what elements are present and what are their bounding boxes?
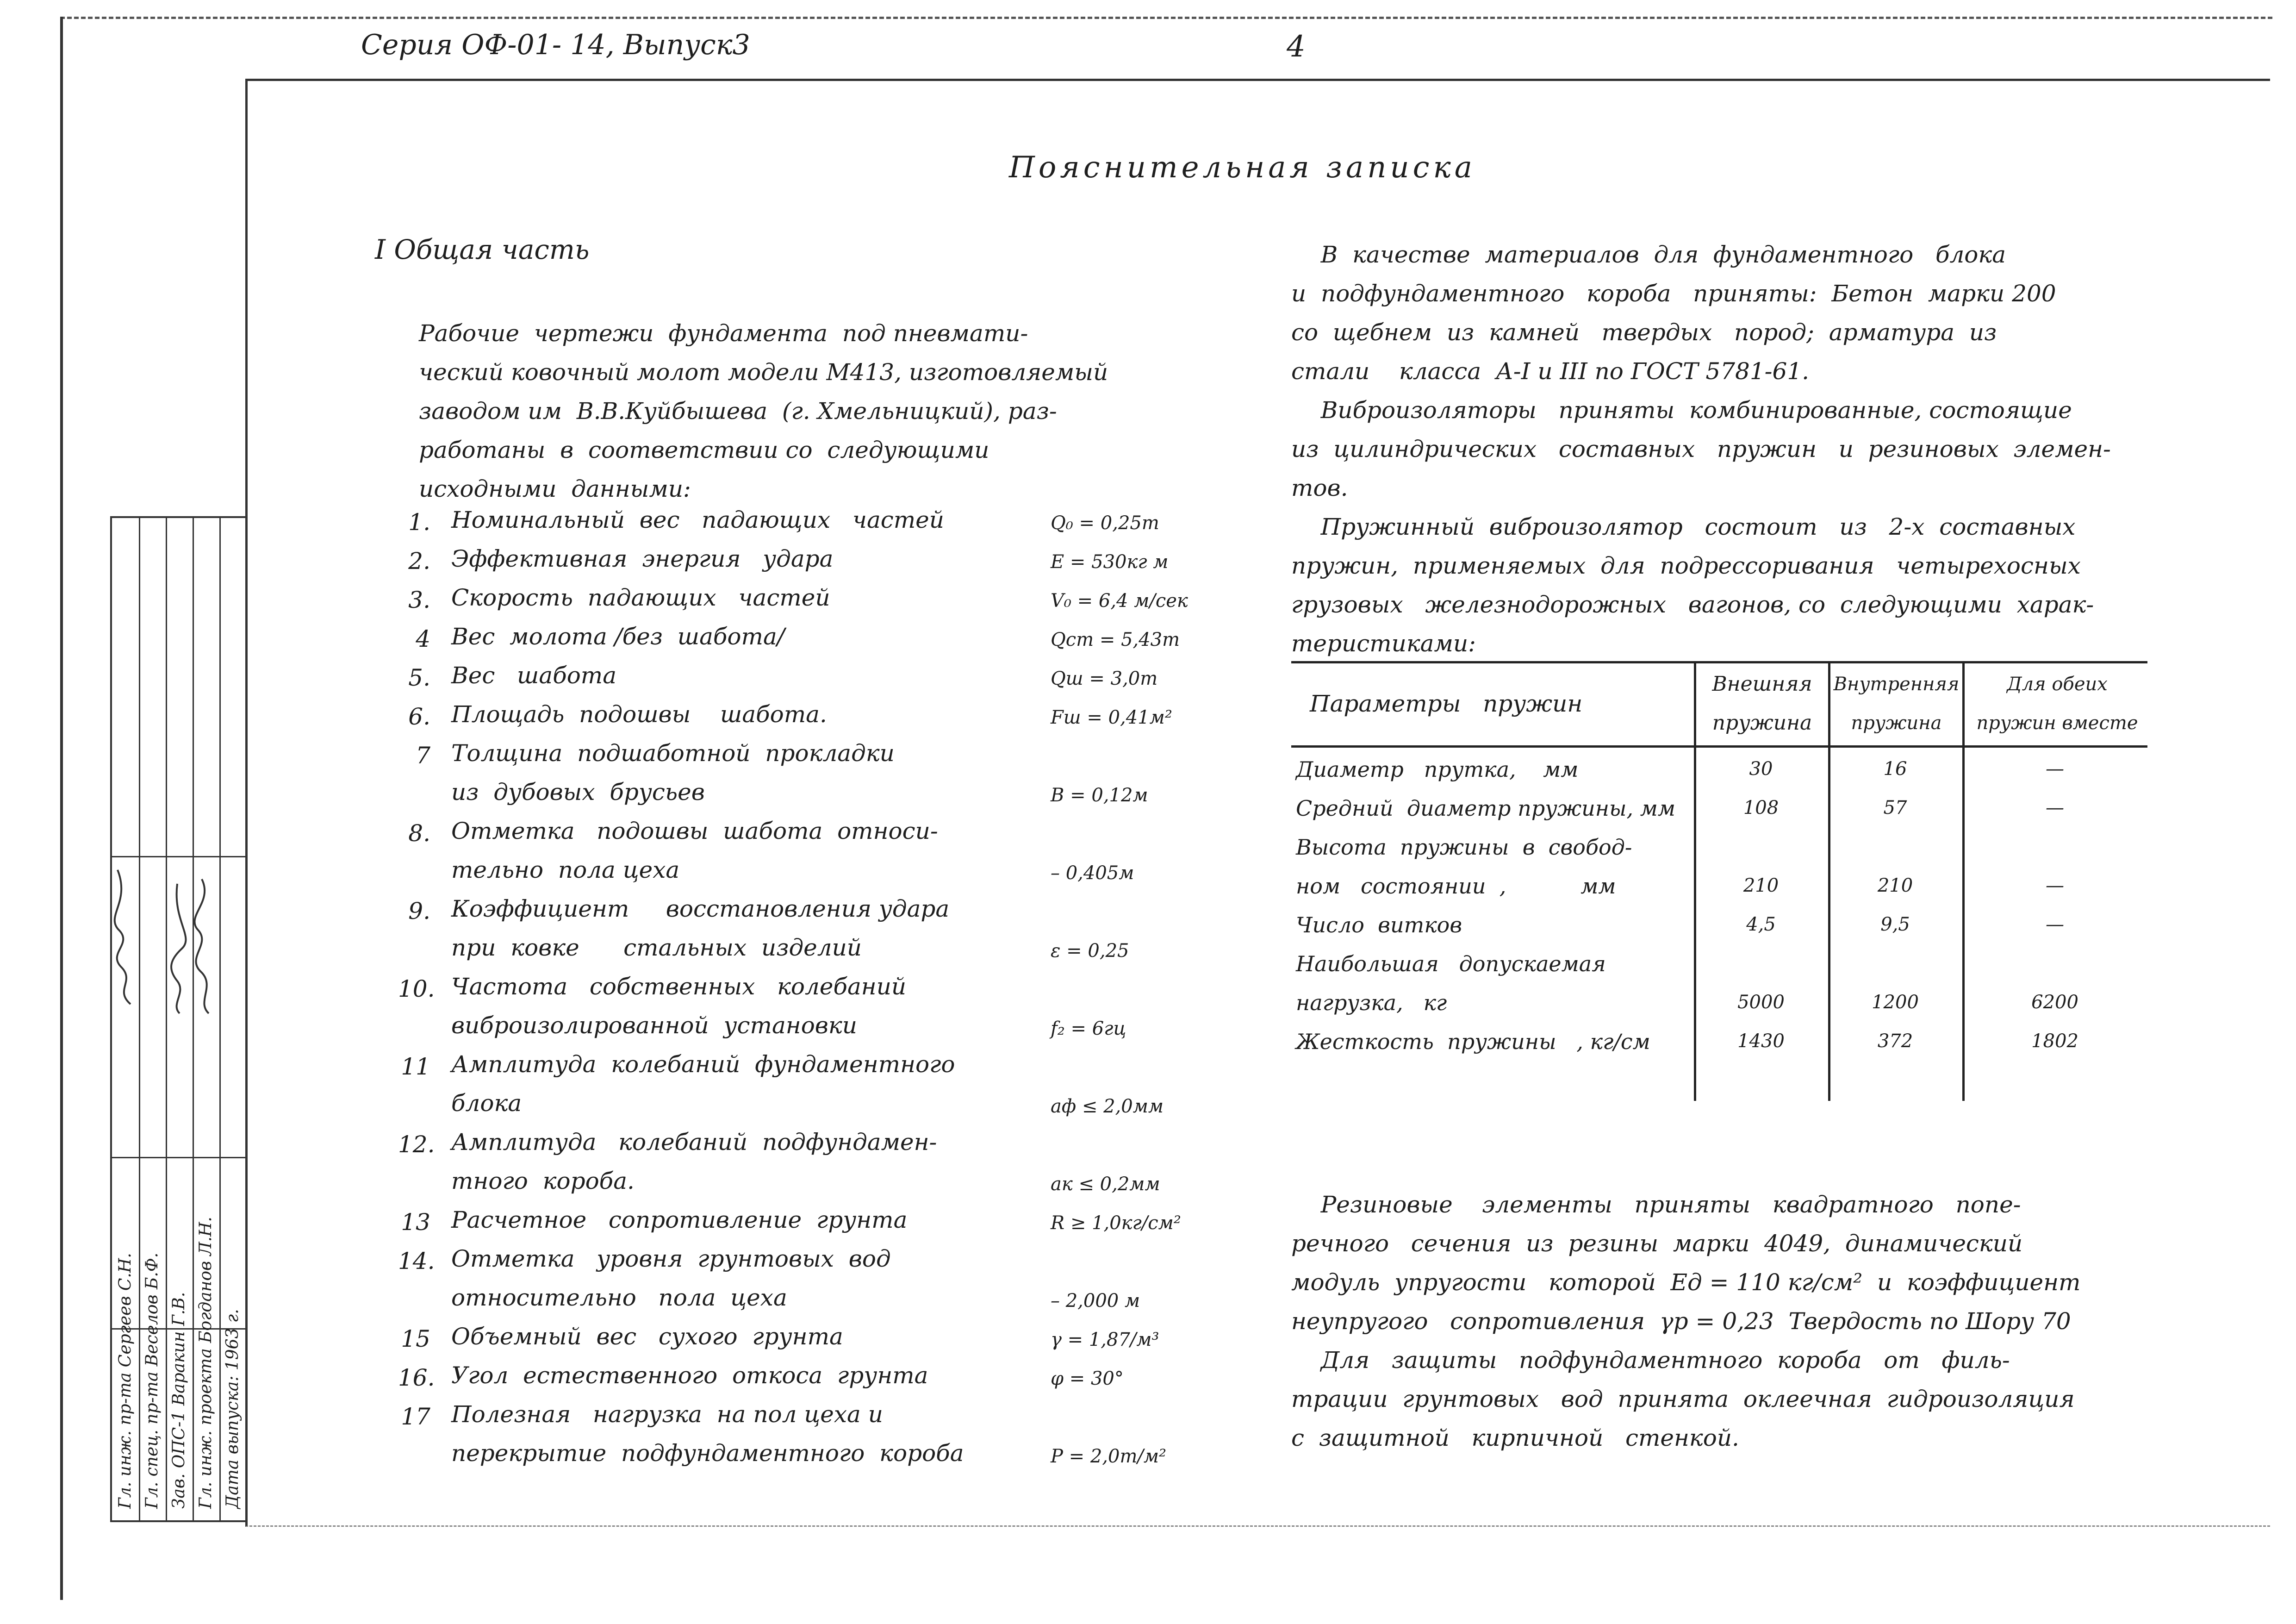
table-cell-parameter: Число витков [1296,912,1462,937]
item-value: Fш = 0,41м² [1051,707,1172,728]
item-value: – 0,405м [1051,862,1134,884]
item-value: Qш = 3,0т [1051,668,1158,689]
item-number: 5. [408,664,430,691]
table-cell-inner: 210 [1877,875,1913,896]
rubber-elements-paragraph: Резиновые элементы приняты квадратного попе- речного сечения из резины марки 4049, динамический модуль упругости которой Eд = 110 кг/см² и коэффициент неупругого сопротивления γр = 0,23 Твердость по Шору 70 Для защиты подфундаментного короба от филь- трации грунтовых вод принята оклеечная гидроизоляция с защитной кирпичной стенкой. [1291,1191,2081,1451]
table-cell-parameter: Жесткость пружины , кг/см [1296,1029,1650,1054]
item-value: Q₀ = 0,25т [1051,512,1159,534]
item-value: P = 2,0т/м² [1051,1446,1167,1467]
spring-isolator-paragraph: Пружинный виброизолятор состоит из 2-х составных пружин, применяемых для подрессоривания четырехосных грузовых железнодорожных вагонов, со следующими харак- теристиками: [1291,513,2094,657]
item-text: Полезная нагрузка на пол цеха и перекрытие подфундаментного короба [451,1401,964,1467]
item-text: Частота собственных колебаний виброизолированной установки [451,973,907,1039]
table-cell-both: — [2046,758,2064,780]
item-text: Вес шабота [451,662,617,689]
item-text: Объемный вес сухого грунта [451,1323,843,1350]
item-value: f₂ = 6гц [1051,1018,1126,1039]
stamp-entry: Дата выпуска: 1963 г. [223,1309,242,1509]
table-cell-parameter: Диаметр прутка, мм [1296,757,1579,782]
table-cell-outer: 5000 [1737,992,1785,1013]
item-number: 1. [408,509,430,536]
signature-1 [112,861,139,1009]
table-header-parameters: Параметры пружин [1310,690,1583,717]
item-value: aк ≤ 0,2мм [1051,1174,1160,1195]
table-cell-both: — [2046,797,2064,818]
table-cell-parameter: Высота пружины в свобод- ном состоянии , мм [1296,835,1632,899]
item-number: 9. [408,898,430,924]
item-text: Отметка подошвы шабота относи- тельно пола цеха [451,818,938,883]
section-title: I Общая часть [375,234,590,265]
table-cell-parameter: Средний диаметр пружины, мм [1296,796,1676,821]
item-text: Амплитуда колебаний фундаментного блока [451,1051,955,1117]
sheet-frame-left [60,17,63,1600]
table-cell-inner: 9,5 [1880,914,1910,935]
table-cell-outer: 1430 [1737,1031,1785,1052]
table-cell-inner: 1200 [1872,992,1919,1013]
item-number: 16. [398,1364,435,1391]
table-cell-both: 1802 [2031,1031,2078,1052]
item-value: V₀ = 6,4 м/сек [1051,590,1188,612]
item-number: 8. [408,820,430,847]
page-number: 4 [1287,30,1306,64]
item-value: E = 530кг м [1051,551,1169,573]
item-number: 13 [401,1209,430,1236]
intro-paragraph: Рабочие чертежи фундамента под пневмати- ческий ковочный молот модели М413, изготовляемый заводом им В.В.Куйбышева (г. Хмельницкий), раз- работаны в соответствии со следующими исходными данными: [419,320,1108,502]
item-number: 17 [401,1403,430,1430]
table-cell-both: — [2046,875,2064,896]
series-label: Серия ОФ-01- 14, Выпуск3 [361,29,750,61]
table-cell-both: 6200 [2031,992,2078,1013]
item-text: Расчетное сопротивление грунта [451,1206,908,1233]
item-value: Qсm = 5,43т [1051,629,1180,650]
materials-paragraph: В качестве материалов для фундаментного блока и подфундаментного короба приняты: Бетон марки 200 со щебнем из камней твердых пород; арматура из стали класса А-I и III по ГОСТ 5781-61. [1291,241,2056,385]
item-value: γ = 1,87/м³ [1051,1329,1159,1350]
stamp-entry: Зав. ОПС-1 Варакин Г.В. [169,1292,188,1509]
item-number: 10. [398,975,435,1002]
stamp-entry: Гл. спец. пр-та Веселов Б.Ф. [143,1252,162,1509]
item-number: 12. [398,1131,435,1158]
item-text: Угол естественного откоса грунта [451,1362,928,1389]
sheet-frame-top [60,17,2272,19]
signature-2 [166,870,193,1018]
item-text: Эффективная энергия удара [451,545,834,572]
item-number: 7 [416,742,430,769]
stamp-entry: Гл. инж. проекта Богданов Л.Н. [196,1217,215,1509]
item-text: Вес молота /без шабота/ [451,623,785,650]
item-value: B = 0,12м [1051,785,1148,806]
document-title: Пояснительная записка [1009,150,1476,185]
item-value: aф ≤ 2,0мм [1051,1096,1164,1117]
table-cell-outer: 210 [1743,875,1779,896]
item-value: ε = 0,25 [1051,940,1129,962]
table-top-rule [1291,661,2147,663]
table-header-rule [1291,745,2147,748]
item-number: 6. [408,703,430,730]
table-header-both-springs: Для обеих пружин вместе [1976,674,2138,734]
table-cell-outer: 30 [1749,758,1773,780]
item-text: Номинальный вес падающих частей [451,506,944,533]
table-cell-inner: 372 [1877,1031,1913,1052]
item-text: Толщина подшаботной прокладки из дубовых брусьев [451,740,895,806]
signature-3 [193,870,219,1018]
table-cell-parameter: Наибольшая допускаемая нагрузка, кг [1296,951,1606,1015]
table-cell-outer: 108 [1743,797,1779,818]
item-value: – 2,000 м [1051,1290,1140,1312]
item-text: Скорость падающих частей [451,584,830,611]
item-number: 15 [401,1325,430,1352]
table-header-inner-spring: Внутренняя пружина [1833,674,1960,734]
stamp-entry: Гл. инж. пр-та Сергеев С.Н. [116,1253,135,1509]
table-header-outer-spring: Внешняя пружина [1712,672,1812,735]
table-cell-outer: 4,5 [1746,914,1776,935]
item-value: φ = 30° [1051,1368,1124,1389]
item-text: Площадь подошвы шабота. [451,701,827,728]
item-text: Отметка уровня грунтовых вод относительно пола цеха [451,1245,891,1311]
title-block-stamp [110,516,246,1522]
item-text: Коэффициент восстановления удара при ковке стальных изделий [451,895,950,961]
table-cell-inner: 16 [1883,758,1907,780]
item-number: 14. [398,1248,435,1274]
item-number: 2. [408,548,430,575]
table-cell-both: — [2046,914,2064,935]
item-number: 3. [408,587,430,613]
item-number: 11 [401,1053,430,1080]
item-text: Амплитуда колебаний подфундамен- тного короба. [451,1129,937,1194]
vibration-isolators-paragraph: Виброизоляторы приняты комбинированные, состоящие из цилиндрических составных пружин и резиновых элемен- тов. [1291,397,2111,501]
item-number: 4 [416,625,430,652]
table-cell-inner: 57 [1883,797,1907,818]
item-value: R ≥ 1,0кг/см² [1051,1212,1181,1234]
